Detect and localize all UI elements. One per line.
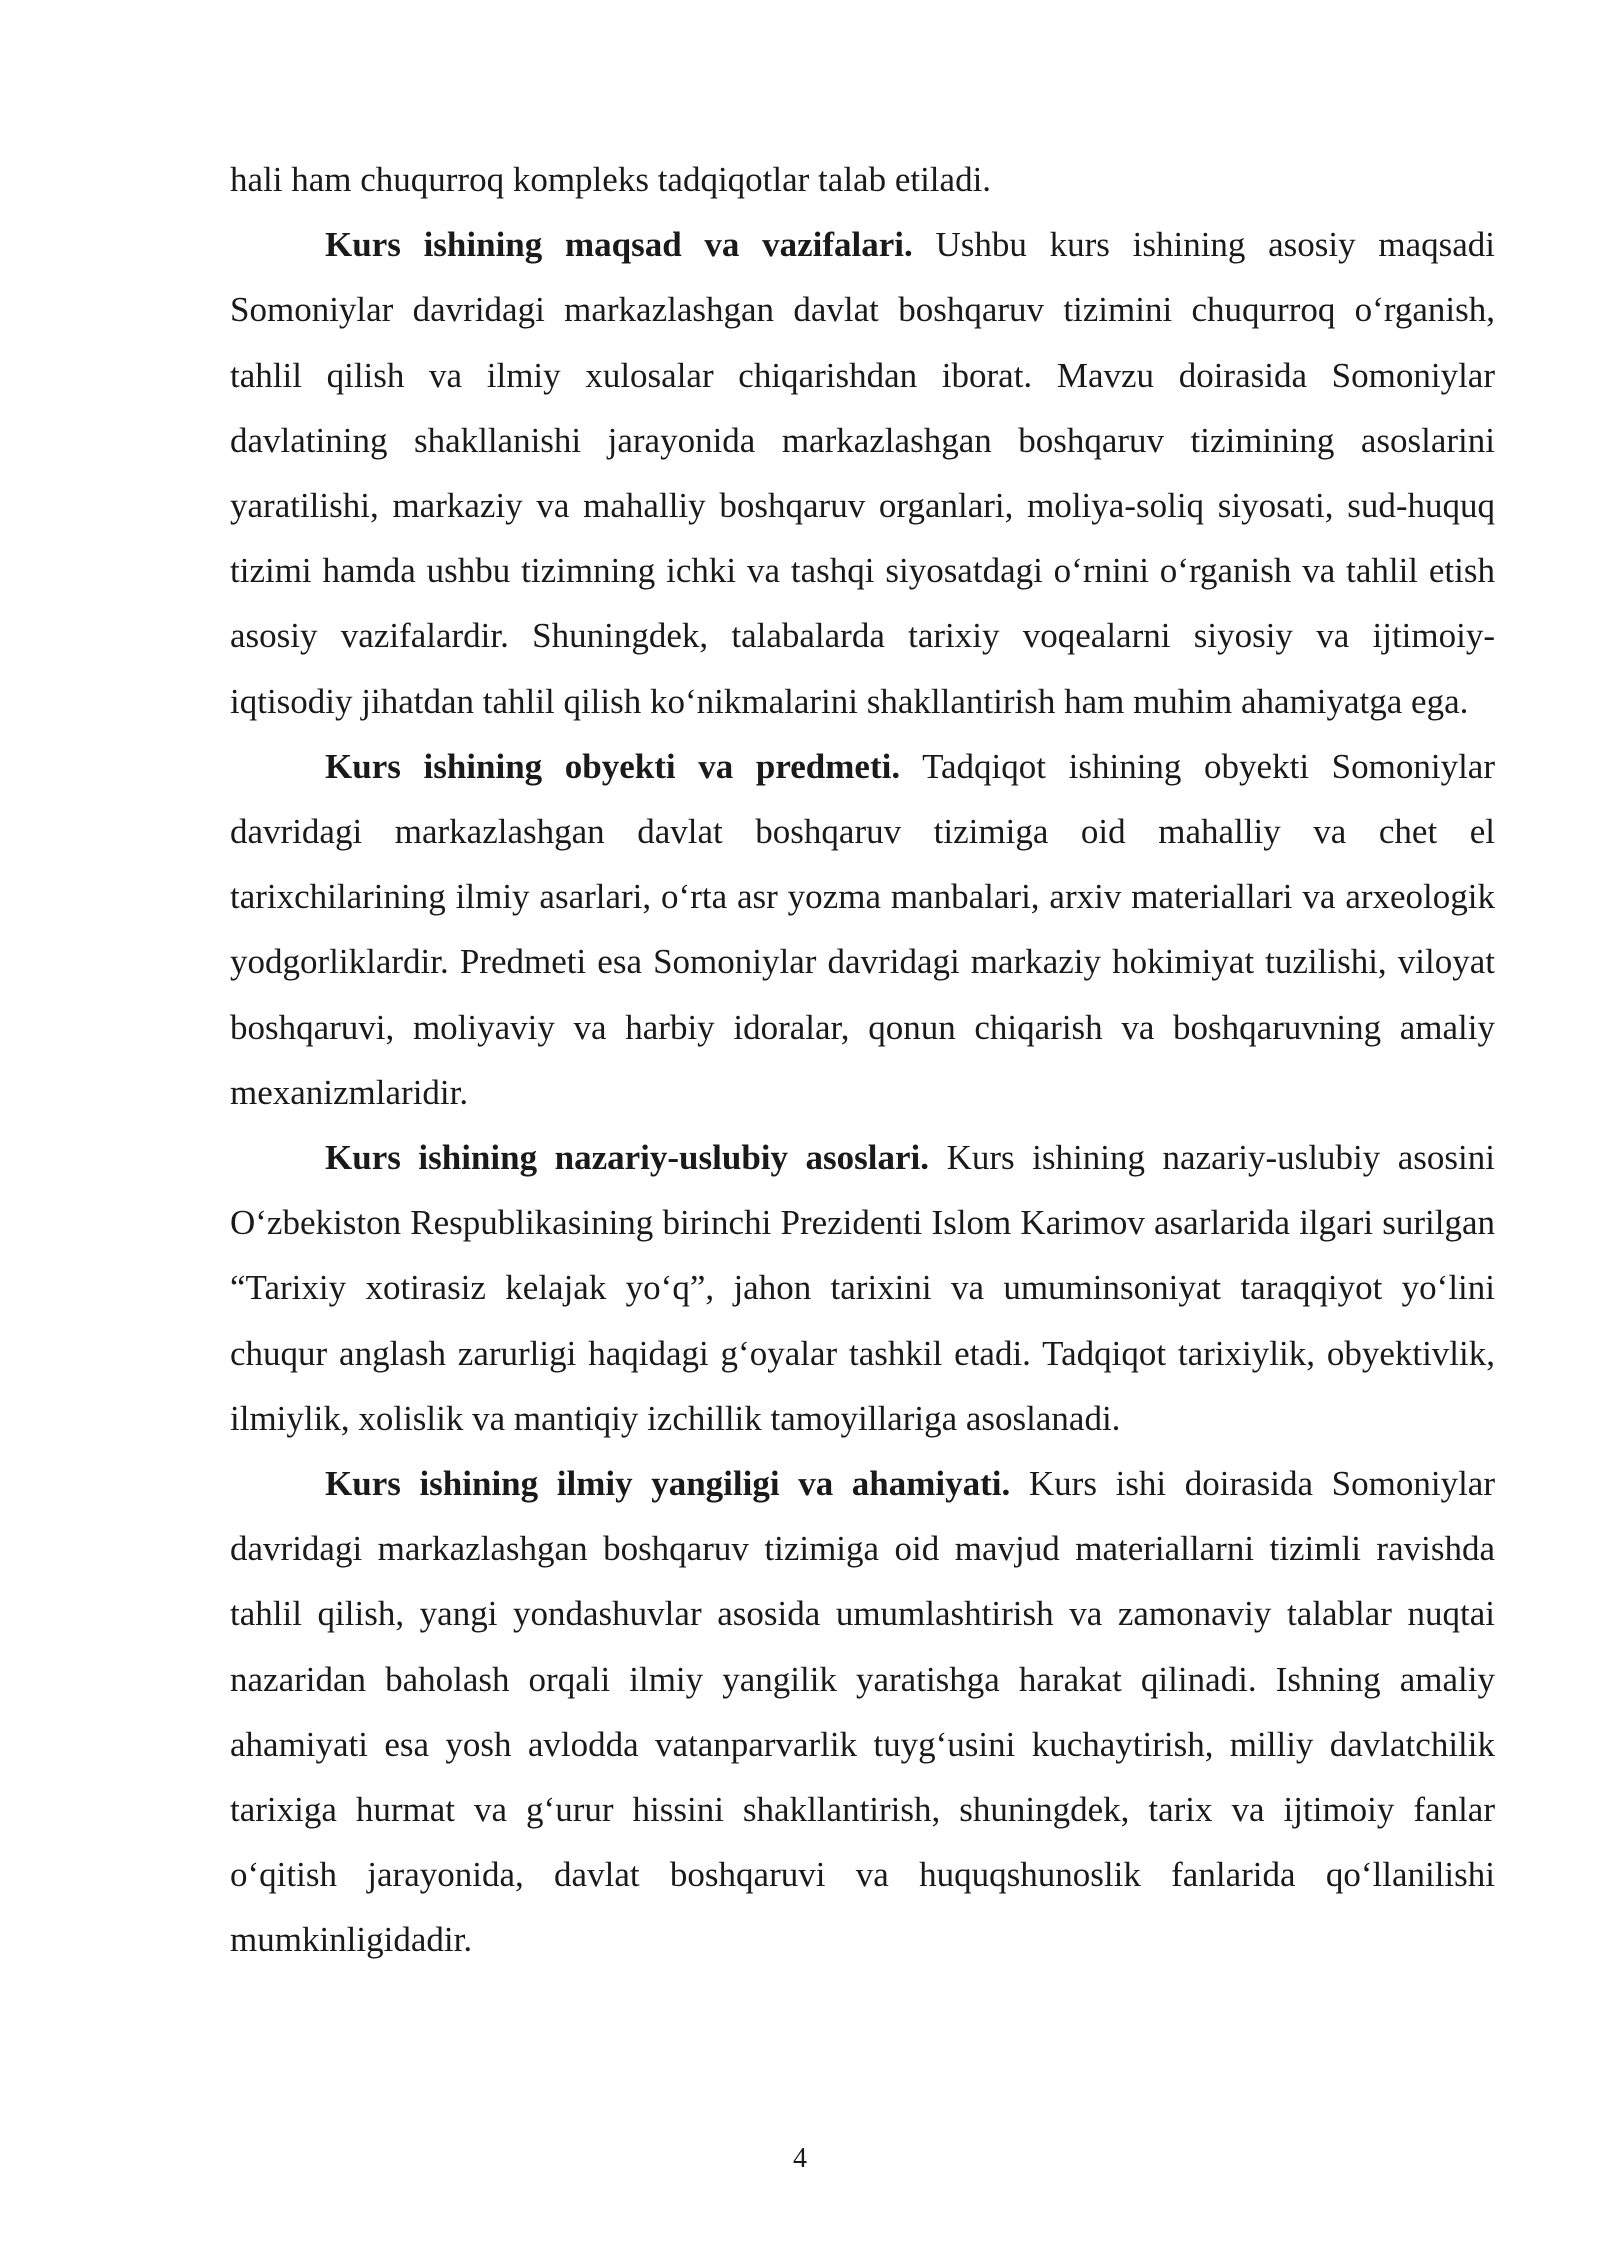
paragraph-body: Kurs ishi doirasida Somoniylar davridagi markazlashgan boshqaruv tizimiga oid mavjud materiallarni tizimli ravishda tahlil qilish, yangi yondashuvlar asosida umumlashtirish va zamonaviy talablar nuqtai nazaridan baholash orqali ilmiy yangilik yaratishga harakat qilinadi. Ishning amaliy ahamiyati esa yosh avlodda vatanparvarlik tuyg‘usini kuchaytirish, milliy davlatchilik tarixiga hurmat va g‘urur hissini shakllantirish, shuningdek, tarix va ijtimoiy fanlar o‘qitish jarayonida, davlat boshqaruvi va huquqshunoslik fanlarida qo‘llanilishi mumkinligidadir. xyxy=(230,1464,1495,1960)
page-number: 4 xyxy=(793,2143,807,2174)
section-heading-object-subject: Kurs ishining obyekti va predmeti. xyxy=(325,746,901,786)
section-heading-novelty: Kurs ishining ilmiy yangiligi va ahamiyati. xyxy=(325,1464,1011,1504)
paragraph-novelty xyxy=(230,1451,1495,1973)
body-text xyxy=(230,147,1495,1973)
section-heading-goals: Kurs ishining maqsad va vazifalari. xyxy=(325,225,913,265)
paragraph-body: hali ham chuqurroq kompleks tadqiqotlar talab etiladi. xyxy=(230,160,992,199)
paragraph-object-subject xyxy=(230,734,1495,1125)
paragraph-body: Tadqiqot ishining obyekti Somoniylar davridagi markazlashgan davlat boshqaruv tizimiga oid mahalliy va chet el tarixchilarining ilmiy asarlari, o‘rta asr yozma manbalari, arxiv materiallari va arxeologik yodgorliklardir. Predmeti esa Somoniylar davridagi markaziy hokimiyat tuzilishi, viloyat boshqaruvi, moliyaviy va harbiy idoralar, qonun chiqarish va boshqaruvning amaliy mexanizmlaridir. xyxy=(230,746,1495,1112)
paragraph-goals xyxy=(230,212,1495,734)
paragraph-methodology xyxy=(230,1125,1495,1451)
paragraph-continuation xyxy=(230,147,1495,212)
section-heading-methodology: Kurs ishining nazariy-uslubiy asoslari. xyxy=(325,1138,930,1178)
paragraph-body: Ushbu kurs ishining asosiy maqsadi Somoniylar davridagi markazlashgan davlat boshqaruv tizimini chuqurroq o‘rganish, tahlil qilish va ilmiy xulosalar chiqarishdan iborat. Mavzu doirasida Somoniylar davlatining shakllanishi jarayonida markazlashgan boshqaruv tizimining asoslarini yaratilishi, markaziy va mahalliy boshqaruv organlari, moliya-soliq siyosati, sud-huquq tizimi hamda ushbu tizimning ichki va tashqi siyosatdagi o‘rnini o‘rganish va tahlil etish asosiy vazifalardir. Shuningdek, talabalarda tarixiy voqealarni siyosiy va ijtimoiy-iqtisodiy jihatdan tahlil qilish ko‘nikmalarini shakllantirish ham muhim ahamiyatga ega. xyxy=(230,225,1495,721)
paragraph-body: Kurs ishining nazariy-uslubiy asosini O‘zbekiston Respublikasining birinchi Prezidenti Islom Karimov asarlarida ilgari surilgan “Tarixiy xotirasiz kelajak yo‘q”, jahon tarixini va umuminsoniyat taraqqiyot yo‘lini chuqur anglash zarurligi haqidagi g‘oyalar tashkil etadi. Tadqiqot tarixiylik, obyektivlik, ilmiylik, xolislik va mantiqiy izchillik tamoyillariga asoslanadi. xyxy=(230,1138,1495,1438)
